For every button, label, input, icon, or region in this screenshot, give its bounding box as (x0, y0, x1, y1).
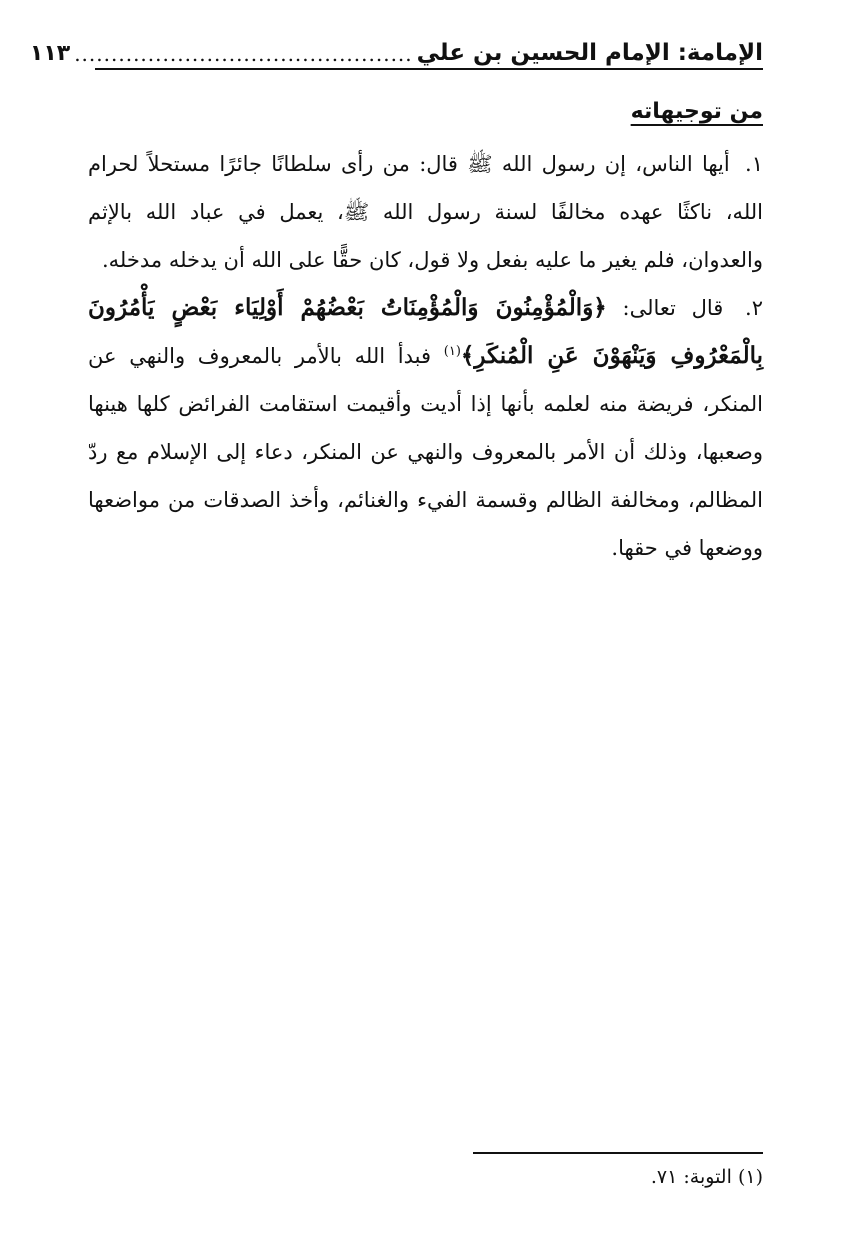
footnote-reference[interactable]: (١) (443, 344, 461, 359)
footnote-separator (473, 1152, 763, 1154)
paragraph-2 (88, 284, 763, 572)
footnote-1-text: التوبة: ٧١. (650, 1166, 732, 1188)
page-number: ١١٣ (29, 41, 71, 66)
paragraph-1 (88, 140, 763, 284)
paragraph-1-text: أيها الناس، إن رسول الله ﷺ قال: من رأى سلطانًا جائرًا مستحلاً لحرام الله، ناكثًا عهده مخالفًا لسنة رسول الله ﷺ، يعمل في عباد الله بالإثم والعدوان، فلم يغير ما عليه بفعل ولا قول، كان حقًّا على الله أن يدخله مدخله. (88, 152, 763, 272)
header-leader-dots: .............................................. (74, 42, 413, 66)
quran-verse: ﴿وَالْمُؤْمِنُونَ وَالْمُؤْمِنَاتُ بَعْضُهُمْ أَوْلِيَاء بَعْضٍ يَأْمُرُونَ بِالْمَعْرُوفِ وَيَنْهَوْنَ عَنِ الْمُنكَرِ﴾ (88, 294, 763, 369)
footnote-1-marker: (١) (737, 1166, 763, 1188)
running-header (29, 30, 763, 70)
footnote-1 (651, 1162, 763, 1192)
section-heading: من توجيهاته (630, 99, 763, 124)
paragraph-2-text: فبدأ الله بالأمر بالمعروف والنهي عن المنكر، فريضة منه لعلمه بأنها إذا أديت وأقيمت استقامت الفرائض كلها هينها وصعبها، وذلك أن الأمر بالمعروف والنهي عن المنكر، دعاء إلى الإسلام مع ردّ المظالم، ومخالفة الظالم وقسمة الفيء والغنائم، وأخذ الصدقات من مواضعها ووضعها في حقها. (88, 344, 763, 560)
paragraph-2-intro: قال تعالى: (622, 296, 724, 320)
page-body (88, 92, 763, 572)
paragraph-2-number: ٢. (745, 296, 763, 320)
header-title: الإمامة: الإمام الحسين بن علي (416, 40, 763, 66)
paragraph-1-number: ١. (745, 152, 763, 176)
